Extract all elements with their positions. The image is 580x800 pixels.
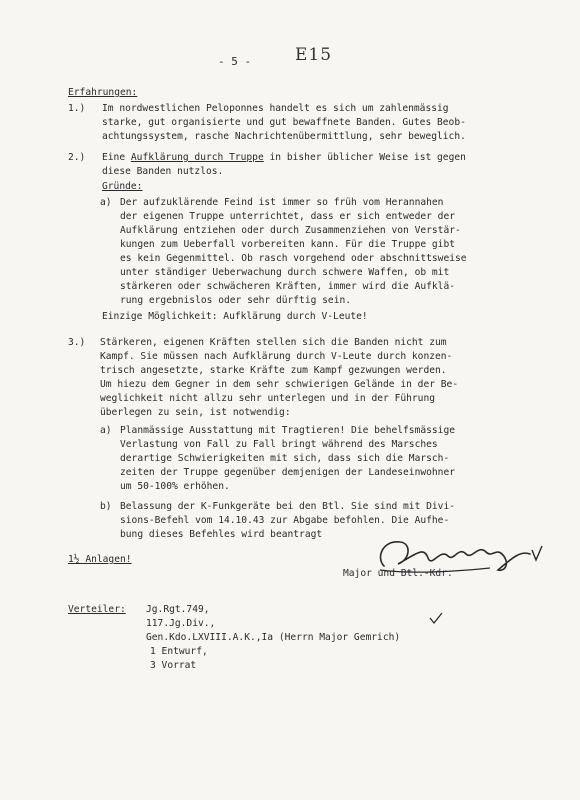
item-2a-line: es kein Gegenmittel. Ob rasch vorgehend oder abschnittsweise <box>120 253 467 264</box>
distribution-line: 117.Jg.Div., <box>146 618 216 629</box>
distribution-label: Verteiler: <box>68 604 126 615</box>
item-3-line: Stärkeren, eigenen Kräften stellen sich die Banden nicht zum <box>100 337 447 348</box>
item-3-line: trisch angesetzte, starke Kräfte zum Kampf gezwungen werden. <box>100 365 447 376</box>
distribution-line: Jg.Rgt.749, <box>146 604 210 615</box>
item-3a-line: Verlastung von Fall zu Fall bringt während des Marsches <box>120 439 438 450</box>
item-3b-label: b) <box>100 501 112 512</box>
item-3-line: Um hiezu dem Gegner in dem sehr schwierigen Gelände in der Be- <box>100 379 459 390</box>
item-3-line: überlegen zu sein, ist notwendig: <box>100 407 291 418</box>
item-3a-line: um 50-100% erhöhen. <box>120 481 230 492</box>
item-1-line: achtungssystem, rasche Nachrichtenübermittlung, sehr beweglich. <box>102 131 466 142</box>
conclusion-line: Einzige Möglichkeit: Aufklärung durch V-Leute! <box>102 311 368 322</box>
distribution-line: 1 Entwurf, <box>150 646 208 657</box>
item-3b-line: bung dieses Befehles wird beantragt <box>120 529 323 540</box>
item-2-line: diese Banden nutzlos. <box>102 166 224 177</box>
item-2a-line: kungen zum Ueberfall vorbereiten kann. Für die Truppe gibt <box>120 239 456 250</box>
item-2a-line: Aufklärung entziehen oder durch Zusammenziehen von Verstär- <box>120 225 461 236</box>
item-2-number: 2.) <box>68 152 86 163</box>
item-1-line: Im nordwestlichen Peloponnes handelt es sich um zahlenmässig <box>102 103 449 114</box>
item-3b-line: Belassung der K-Funkgeräte bei den Btl. Sie sind mit Divi- <box>120 501 456 512</box>
item-2a-line: rung ergebnislos oder sehr dürftig sein. <box>120 295 352 306</box>
item-3b-line: sions-Befehl vom 14.10.43 zur Abgabe befohlen. Die Aufhe- <box>120 515 450 526</box>
section-heading: Erfahrungen: <box>68 87 138 98</box>
signature-title: Major und Btl.-Kdr. <box>343 568 453 579</box>
item-2a-line: der eigenen Truppe unterrichtet, dass er sich entweder der <box>120 211 456 222</box>
item-3a-label: a) <box>100 425 112 436</box>
item-3a-line: derartige Schwierigkeiten mit sich, dass sich die Marsch- <box>120 453 450 464</box>
attachments-note: 1½ Anlagen! <box>68 554 132 565</box>
distribution-line: Gen.Kdo.LXVIII.A.K.,Ia (Herrn Major Gemrich) <box>146 632 401 643</box>
item-3a-line: zeiten der Truppe gegenüber demjenigen der Landeseinwohner <box>120 467 456 478</box>
checkmark-icon <box>428 611 444 625</box>
item-2a-line: stärkeren oder schwächeren Kräften, immer wird die Aufklä- <box>120 281 456 292</box>
item-2a-line: unter ständiger Ueberwachung durch schwere Waffen, ob mit <box>120 267 450 278</box>
page-number: - 5 - <box>218 55 252 68</box>
item-3-number: 3.) <box>68 337 86 348</box>
reasons-heading: Gründe: <box>102 181 143 192</box>
handwritten-stamp: E15 <box>295 45 333 65</box>
item-2a-label: a) <box>100 197 112 208</box>
item-3-line: Kampf. Sie müssen nach Aufklärung durch V-Leute durch konzen- <box>100 351 453 362</box>
distribution-line: 3 Vorrat <box>150 660 197 671</box>
item-3a-line: Planmässige Ausstattung mit Tragtieren! Die behelfsmässige <box>120 425 456 436</box>
item-2-line: Eine Aufklärung durch Truppe in bisher üblicher Weise ist gegen <box>102 152 466 163</box>
item-2a-line: Der aufzuklärende Feind ist immer so früh vom Herannahen <box>120 197 444 208</box>
item-1-number: 1.) <box>68 103 86 114</box>
item-3-line: weglichkeit nicht allzu sehr unterlegen und in der Führung <box>100 393 436 404</box>
item-1-line: starke, gut organisierte und gut bewaffnete Banden. Gutes Beob- <box>102 117 466 128</box>
